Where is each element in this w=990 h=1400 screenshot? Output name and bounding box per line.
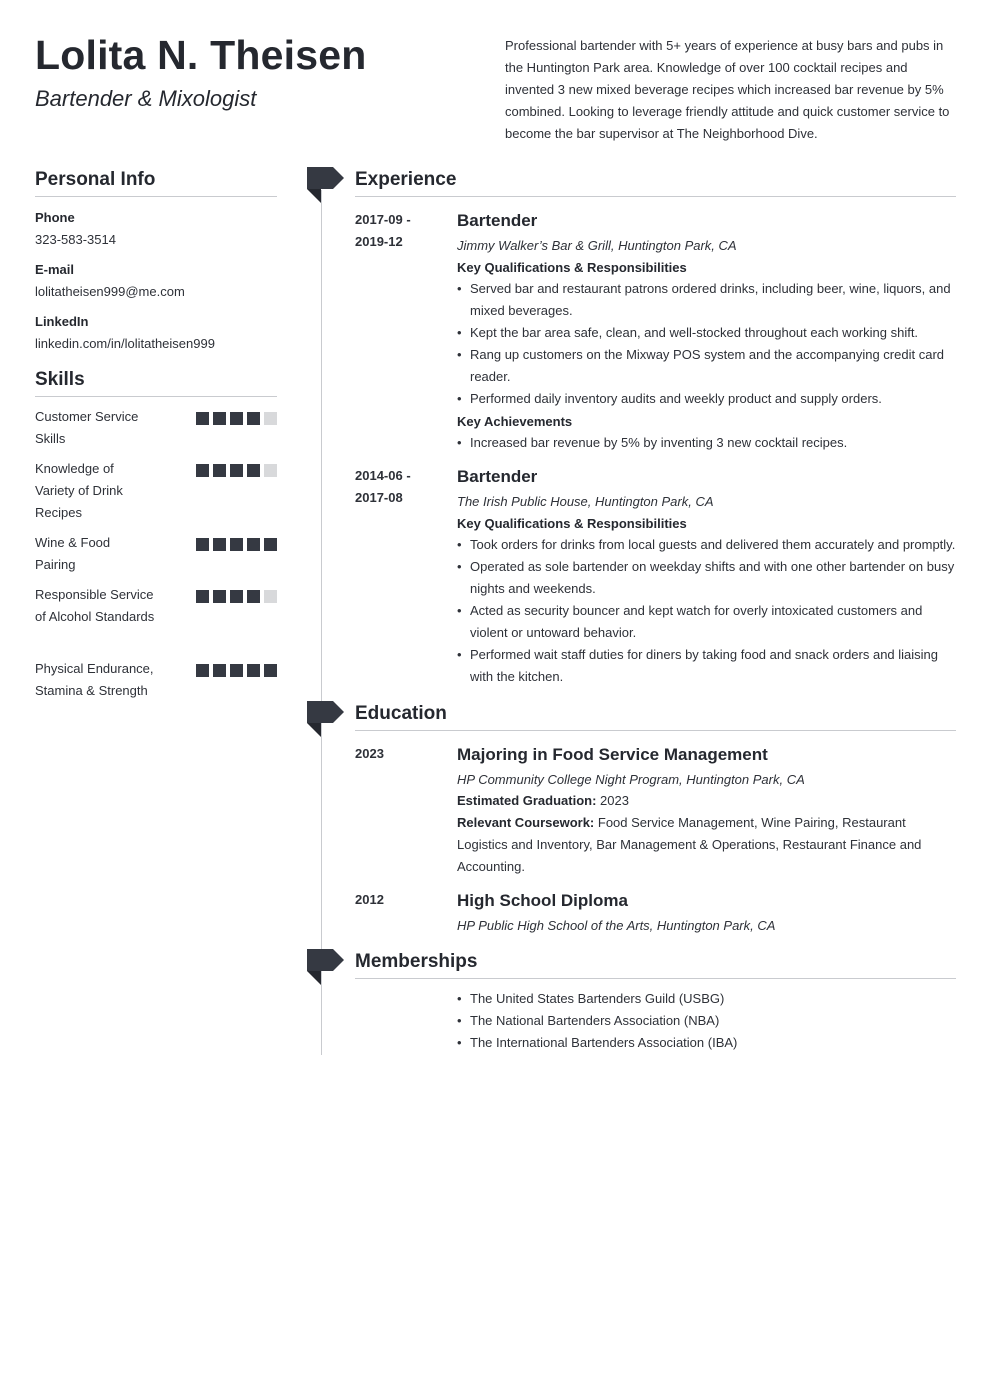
- linkedin-value: linkedin.com/in/lolitatheisen999: [35, 336, 215, 351]
- relevant-coursework: [457, 812, 937, 878]
- skill-level-square: [264, 412, 277, 425]
- list-item: • Increased bar revenue by 5% by inventing 3 new cocktail recipes.: [457, 432, 957, 454]
- section-flag-icon: [307, 167, 344, 204]
- skill-level-square: [230, 412, 243, 425]
- job-company: Jimmy Walker’s Bar & Grill, Huntington Park, CA: [457, 238, 737, 253]
- memberships-list: [457, 988, 957, 1054]
- estimated-graduation-value: 2023: [600, 793, 629, 808]
- estimated-graduation: [457, 790, 957, 812]
- skill-level-square: [230, 538, 243, 551]
- section-flag-icon: [307, 701, 344, 738]
- skill-level-square: [196, 538, 209, 551]
- list-item: • Performed wait staff duties for diners by taking food and snack orders and liaising with the kitchen.: [457, 644, 957, 688]
- coursework-label: Relevant Coursework:: [457, 815, 595, 830]
- skill-rating: [196, 590, 277, 603]
- skill-level-square: [230, 464, 243, 477]
- education-degree: Majoring in Food Service Management: [457, 745, 768, 764]
- skill-level-square: [247, 664, 260, 677]
- personal-info-divider: [35, 196, 277, 197]
- section-flag-icon: [307, 949, 344, 986]
- personal-info-heading: Personal Info: [35, 169, 156, 190]
- timeline-line: [321, 190, 322, 1055]
- education-school: HP Community College Night Program, Huntington Park, CA: [457, 772, 805, 787]
- skill-level-square: [247, 590, 260, 603]
- job-title-headline: Bartender & Mixologist: [35, 86, 257, 111]
- experience-heading: Experience: [355, 169, 457, 190]
- list-item: • Acted as security bouncer and kept watch for overly intoxicated customers and violent or untoward behavior.: [457, 600, 957, 644]
- responsibilities-list: [457, 278, 957, 410]
- skill-level-square: [264, 464, 277, 477]
- memberships-heading: Memberships: [355, 951, 478, 972]
- job-date-start: 2017-09 -: [355, 212, 411, 227]
- education-degree: High School Diploma: [457, 891, 628, 910]
- list-item: • Served bar and restaurant patrons ordered drinks, including beer, wine, liquors, and mixed beverages.: [457, 278, 957, 322]
- memberships-divider: [355, 978, 956, 979]
- education-year: 2023: [355, 746, 384, 761]
- job-title: Bartender: [457, 467, 538, 486]
- coursework-value: Food Service Management, Wine Pairing, Restaurant Logistics and Inventory, Bar Management & Operations, Restaurant Finance and Accounting.: [457, 815, 922, 874]
- responsibilities-heading: Key Qualifications & Responsibilities: [457, 516, 687, 531]
- skill-level-square: [213, 538, 226, 551]
- skill-name: Customer Service Skills: [35, 409, 139, 446]
- list-item: • Took orders for drinks from local guests and delivered them accurately and promptly.: [457, 534, 957, 556]
- phone-value: 323-583-3514: [35, 232, 116, 247]
- skill-name: Physical Endurance, Stamina & Strength: [35, 661, 154, 698]
- job-title: Bartender: [457, 211, 538, 230]
- skill-level-square: [213, 590, 226, 603]
- linkedin-label: LinkedIn: [35, 314, 89, 329]
- responsibilities-heading: Key Qualifications & Responsibilities: [457, 260, 687, 275]
- list-item: • Kept the bar area safe, clean, and well-stocked throughout each working shift.: [457, 322, 957, 344]
- skills-divider: [35, 396, 277, 397]
- skill-level-square: [247, 464, 260, 477]
- skill-level-square: [230, 664, 243, 677]
- job-date-end: 2019-12: [355, 234, 403, 249]
- skill-rating: [196, 664, 277, 677]
- education-school: HP Public High School of the Arts, Huntington Park, CA: [457, 918, 776, 933]
- skill-name: Responsible Service of Alcohol Standards: [35, 587, 155, 624]
- list-item: • The International Bartenders Association (IBA): [457, 1032, 957, 1054]
- achievements-heading: Key Achievements: [457, 414, 573, 429]
- profile-summary: Professional bartender with 5+ years of experience at busy bars and pubs in the Huntington Park area. Knowledge of over 100 cocktail recipes and invented 3 new mixed beverage recipes which increased bar revenue by 5% combined. Looking to leverage friendly attitude and quick customer service to become the bar supervisor at The Neighborhood Dive.: [505, 38, 950, 141]
- skill-level-square: [196, 664, 209, 677]
- skills-heading: Skills: [35, 369, 85, 390]
- candidate-name: Lolita N. Theisen: [35, 32, 367, 78]
- skill-level-square: [213, 464, 226, 477]
- estimated-graduation-label: Estimated Graduation:: [457, 793, 597, 808]
- skill-level-square: [196, 412, 209, 425]
- skill-level-square: [247, 538, 260, 551]
- skill-level-square: [264, 664, 277, 677]
- list-item: • Operated as sole bartender on weekday shifts and with one other bartender on busy nights and weekends.: [457, 556, 957, 600]
- achievements-list: [457, 432, 957, 454]
- phone-label: Phone: [35, 210, 75, 225]
- skill-rating: [196, 538, 277, 551]
- email-label: E-mail: [35, 262, 75, 277]
- list-item: • Performed daily inventory audits and weekly product and supply orders.: [457, 388, 957, 410]
- skill-rating: [196, 412, 277, 425]
- experience-divider: [355, 196, 956, 197]
- education-year: 2012: [355, 892, 384, 907]
- skill-level-square: [230, 590, 243, 603]
- list-item: • Rang up customers on the Mixway POS system and the accompanying credit card reader.: [457, 344, 957, 388]
- job-company: The Irish Public House, Huntington Park, CA: [457, 494, 714, 509]
- skill-level-square: [213, 664, 226, 677]
- skill-level-square: [196, 464, 209, 477]
- list-item: • The National Bartenders Association (NBA): [457, 1010, 957, 1032]
- job-date-end: 2017-08: [355, 490, 403, 505]
- responsibilities-list: [457, 534, 957, 688]
- skill-name: Knowledge of Variety of Drink Recipes: [35, 461, 123, 520]
- job-date-start: 2014-06 -: [355, 468, 411, 483]
- skill-level-square: [196, 590, 209, 603]
- skill-level-square: [264, 590, 277, 603]
- education-heading: Education: [355, 703, 447, 724]
- skill-level-square: [264, 538, 277, 551]
- email-value: lolitatheisen999@me.com: [35, 284, 185, 299]
- list-item: • The United States Bartenders Guild (USBG): [457, 988, 957, 1010]
- skill-level-square: [247, 412, 260, 425]
- skill-name: Wine & Food Pairing: [35, 535, 111, 572]
- education-divider: [355, 730, 956, 731]
- skill-rating: [196, 464, 277, 477]
- skill-level-square: [213, 412, 226, 425]
